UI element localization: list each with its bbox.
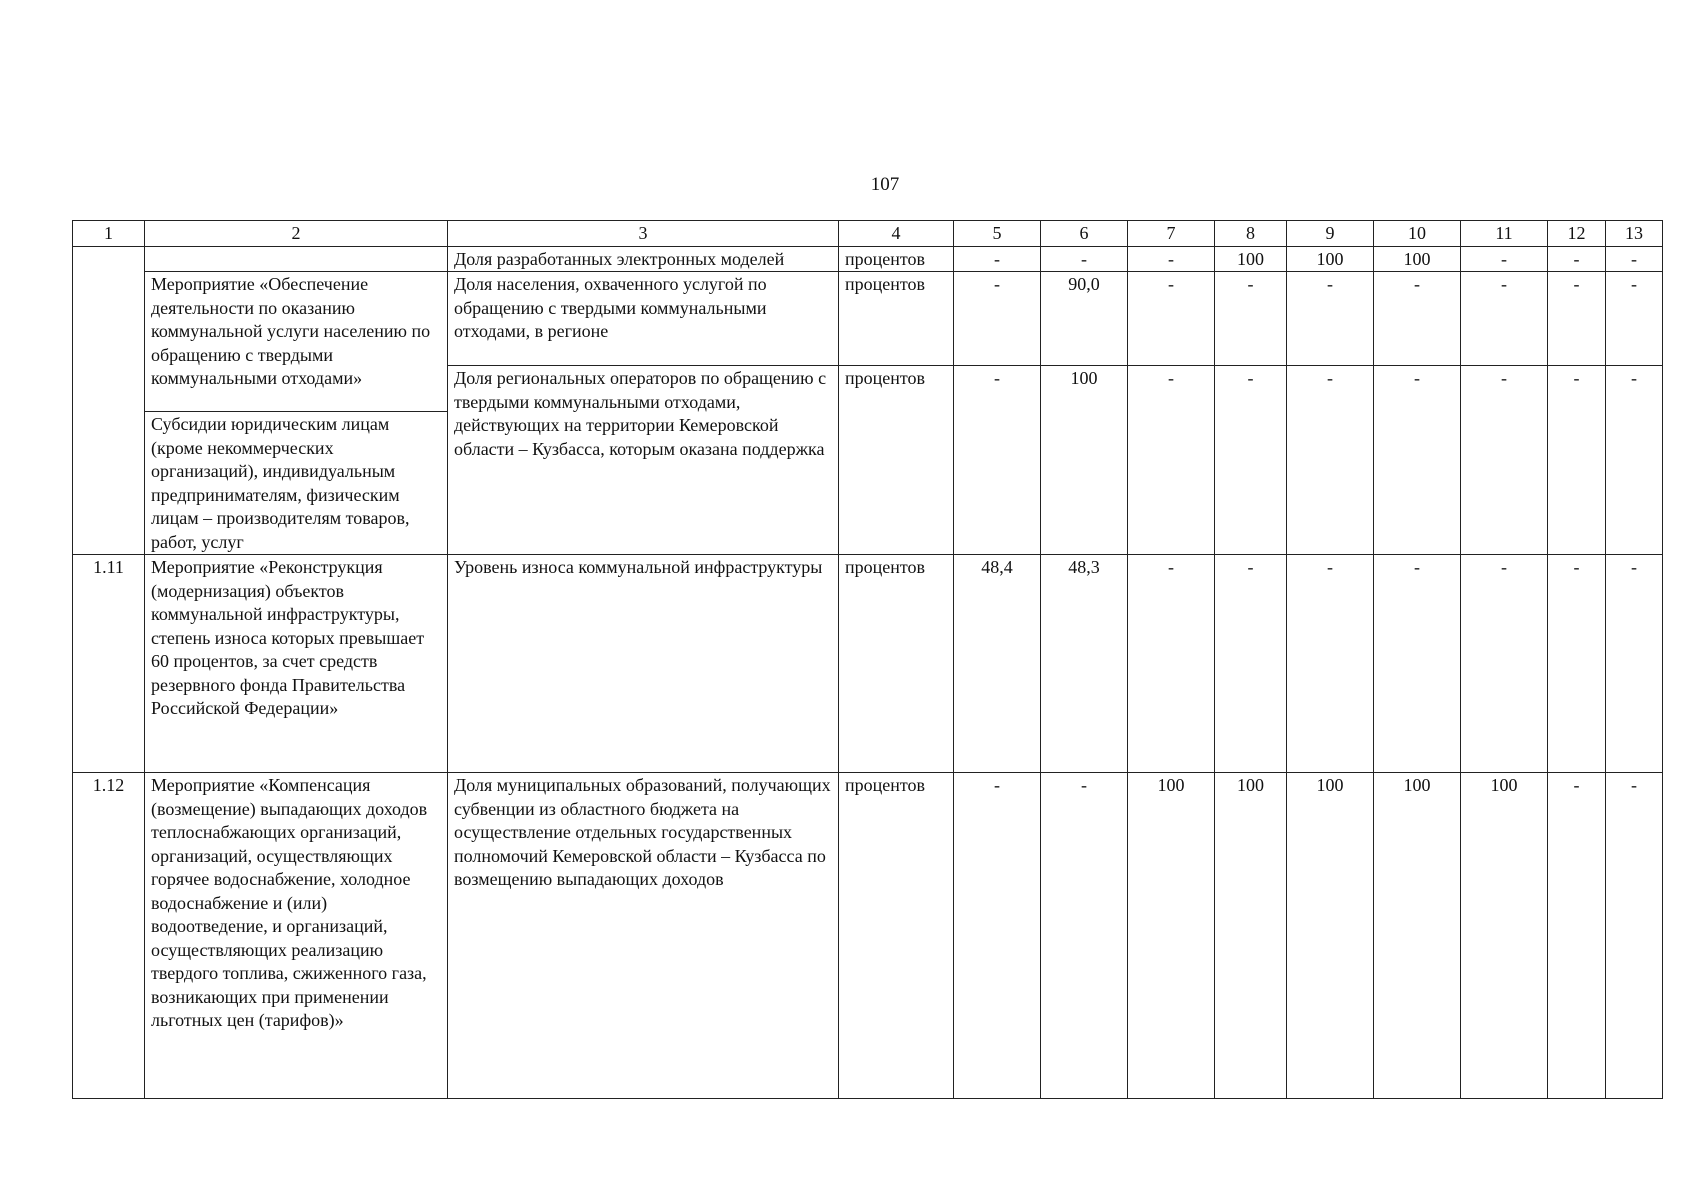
value-cell: - [1461,555,1548,773]
value-cell: 100 [1215,773,1287,1099]
value-cell: - [1041,246,1128,272]
event-cell: Мероприятие «Обеспечение деятельности по оказанию коммунальной услуги населению по обращению с твердыми коммунальными отходами» [145,272,448,412]
value-cell: 90,0 [1041,272,1128,366]
table-row [73,773,1663,1099]
value-cell: 48,3 [1041,555,1128,773]
column-number: 4 [839,221,954,247]
value-cell: - [954,366,1041,555]
value-cell: - [1374,366,1461,555]
table-row [73,555,1663,773]
value-cell: 100 [1374,773,1461,1099]
value-cell: - [1461,246,1548,272]
value-cell: 100 [1215,246,1287,272]
value-cell: - [1606,366,1663,555]
column-number: 1 [73,221,145,247]
value-cell: - [1215,272,1287,366]
row-number-cell [73,246,145,555]
value-cell: - [1374,555,1461,773]
column-number: 11 [1461,221,1548,247]
value-cell: - [954,272,1041,366]
value-cell: - [1548,366,1606,555]
column-number: 9 [1287,221,1374,247]
value-cell: - [1128,246,1215,272]
indicator-cell: Доля муниципальных образований, получающих субвенции из областного бюджета на осуществление отдельных государственных полномочий Кемеровской области – Кузбасса по возмещению выпадающих доходов [448,773,839,1099]
value-cell: 48,4 [954,555,1041,773]
column-number: 3 [448,221,839,247]
event-cell: Мероприятие «Реконструкция (модернизация) объектов коммунальной инфраструктуры, степень износа которых превышает 60 процентов, за счет средств резервного фонда Правительства Российской Федерации» [145,555,448,773]
column-number: 8 [1215,221,1287,247]
unit-cell: процентов [839,366,954,555]
indicators-table [72,220,1663,1099]
value-cell: - [1287,366,1374,555]
column-number: 6 [1041,221,1128,247]
value-cell: - [1128,555,1215,773]
value-cell: - [1128,366,1215,555]
value-cell: - [1461,366,1548,555]
event-cell: Мероприятие «Компенсация (возмещение) выпадающих доходов теплоснабжающих организаций, организаций, осуществляющих горячее водоснабжение, холодное водоснабжение и (или) водоотведение, и организаций, осуществляющих реализацию твердого топлива, сжиженного газа, возникающих при применении льготных цен (тарифов)» [145,773,448,1099]
value-cell: - [1215,555,1287,773]
unit-cell: процентов [839,272,954,366]
value-cell: - [954,246,1041,272]
value-cell: - [954,773,1041,1099]
value-cell: - [1548,555,1606,773]
value-cell: - [1461,272,1548,366]
column-number: 7 [1128,221,1215,247]
unit-cell: процентов [839,773,954,1099]
value-cell: 100 [1461,773,1548,1099]
column-number: 5 [954,221,1041,247]
column-number: 10 [1374,221,1461,247]
value-cell: 100 [1374,246,1461,272]
value-cell: - [1287,272,1374,366]
row-number-cell: 1.12 [73,773,145,1099]
value-cell: 100 [1287,773,1374,1099]
indicator-cell: Доля разработанных электронных моделей [448,246,839,272]
indicator-cell: Уровень износа коммунальной инфраструктуры [448,555,839,773]
value-cell: - [1128,272,1215,366]
column-number: 13 [1606,221,1663,247]
column-number: 12 [1548,221,1606,247]
column-number-row [73,221,1663,247]
row-number-cell: 1.11 [73,555,145,773]
value-cell: - [1606,773,1663,1099]
value-cell: - [1606,246,1663,272]
value-cell: - [1548,272,1606,366]
subsidy-cell: Субсидии юридическим лицам (кроме некоммерческих организаций), индивидуальным предпринимателям, физическим лицам – производителям товаров, работ, услуг [145,412,448,555]
unit-cell: процентов [839,555,954,773]
column-number: 2 [145,221,448,247]
value-cell: 100 [1041,366,1128,555]
value-cell: - [1287,555,1374,773]
value-cell: - [1548,246,1606,272]
page-number: 107 [870,174,900,195]
value-cell: - [1548,773,1606,1099]
indicator-cell: Доля региональных операторов по обращению с твердыми коммунальными отходами, действующих на территории Кемеровской области – Кузбасса, которым оказана поддержка [448,366,839,555]
event-cell [145,246,448,272]
value-cell: - [1215,366,1287,555]
unit-cell: процентов [839,246,954,272]
table-row [73,246,1663,272]
indicator-cell: Доля населения, охваченного услугой по обращению с твердыми коммунальными отходами, в регионе [448,272,839,366]
value-cell: 100 [1128,773,1215,1099]
value-cell: - [1606,272,1663,366]
value-cell: - [1374,272,1461,366]
value-cell: - [1041,773,1128,1099]
value-cell: - [1606,555,1663,773]
value-cell: 100 [1287,246,1374,272]
table-row [73,272,1663,366]
